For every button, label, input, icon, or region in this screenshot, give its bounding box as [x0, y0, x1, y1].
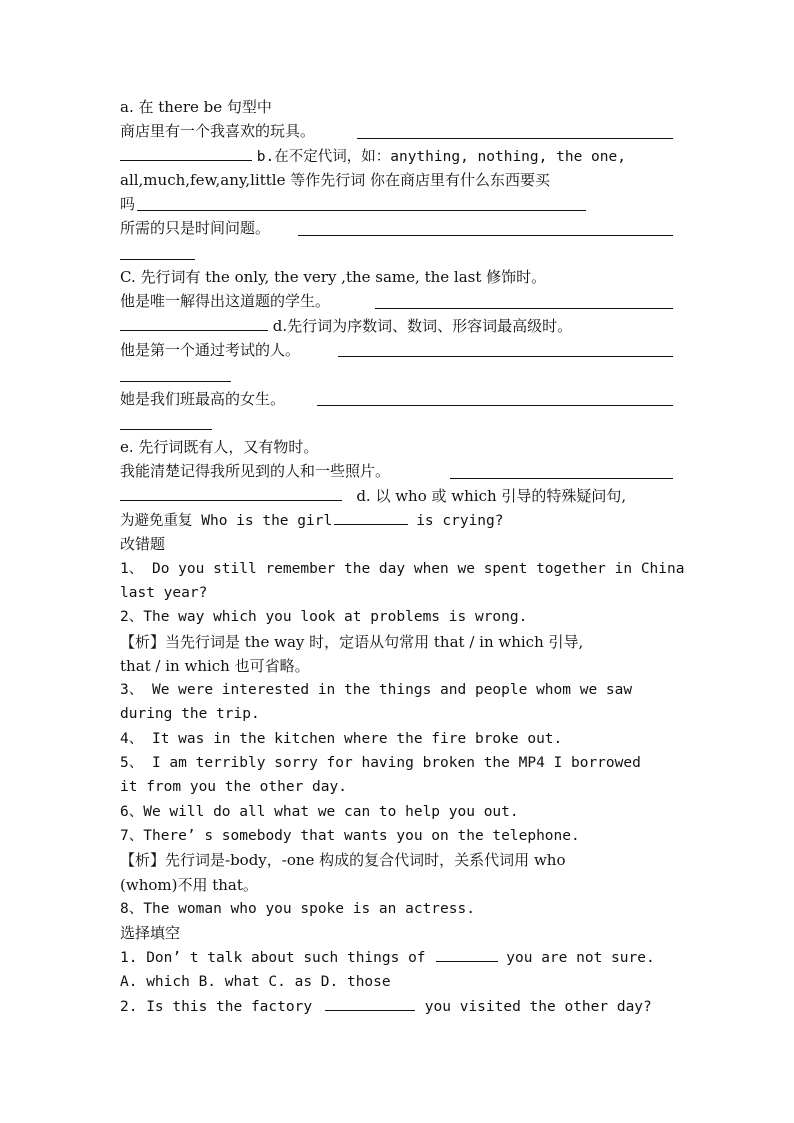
text: 7、There’ s somebody that wants you on the telephone. — [120, 827, 580, 844]
answer-blank[interactable] — [325, 994, 415, 1011]
answer-blank[interactable] — [334, 508, 408, 525]
document-page — [120, 95, 730, 1018]
text: last year? — [120, 584, 208, 601]
mc-question-1 — [120, 945, 730, 969]
text: 【析】当先行词是 the way 时，定语从句常用 that / in which 引导, — [120, 632, 584, 651]
line-c-sentence — [120, 289, 730, 313]
answer-blank[interactable] — [338, 356, 673, 357]
text: A. which B. what C. as D. those — [120, 973, 391, 990]
line-b-sentence — [120, 216, 730, 240]
text: during the trip. — [120, 706, 260, 723]
text: it from you the other day. — [120, 779, 347, 796]
text: 商店里有一个我喜欢的玩具。 — [120, 122, 316, 141]
question-4 — [120, 727, 730, 751]
answer-blank[interactable] — [120, 144, 252, 161]
question-1 — [120, 557, 730, 581]
text: 他是唯一解得出这道题的学生。 — [120, 292, 331, 311]
text: 8、The woman who you spoke is an actress. — [120, 900, 475, 917]
line-e-heading — [120, 435, 730, 459]
question-8 — [120, 897, 730, 921]
mc-question-2 — [120, 994, 730, 1018]
line-b-cont — [120, 168, 730, 192]
answer-blank[interactable] — [120, 484, 342, 501]
line-d-sentence-2 — [120, 387, 730, 411]
question-5-cont — [120, 775, 730, 799]
text: is crying? — [416, 513, 504, 530]
line-a-heading — [120, 95, 730, 119]
answer-blank[interactable] — [120, 314, 268, 331]
text: 为避免重复 Who is the girl — [120, 513, 333, 530]
question-3-cont — [120, 702, 730, 726]
line-e-sentence — [120, 459, 730, 483]
text: 6、We will do all what we can to help you out. — [120, 803, 519, 820]
line-b-heading — [120, 144, 730, 168]
note-1 — [120, 630, 730, 654]
text: 5、 I am terribly sorry for having broken the MP4 I borrowed — [120, 755, 641, 772]
answer-blank[interactable] — [298, 235, 673, 236]
note-2 — [120, 848, 730, 872]
answer-blank[interactable] — [375, 308, 673, 309]
section-heading-error-correction — [120, 532, 730, 556]
line-blank-only — [120, 362, 730, 386]
line-blank-only — [120, 241, 730, 265]
text: (whom)不用 that。 — [120, 875, 258, 894]
answer-blank[interactable] — [436, 945, 498, 962]
line-d-sentence-1 — [120, 338, 730, 362]
answer-blank[interactable] — [357, 138, 673, 139]
line-c-heading — [120, 265, 730, 289]
text: that / in which 也可省略。 — [120, 656, 310, 675]
line-d2-heading — [120, 484, 730, 508]
text: 4、 It was in the kitchen where the fire broke out. — [120, 730, 563, 747]
text: 选择填空 — [120, 924, 181, 943]
answer-blank[interactable] — [120, 381, 231, 382]
note-2-cont — [120, 873, 730, 897]
question-2 — [120, 605, 730, 629]
text: 【析】先行词是-body，-one 构成的复合代词时，关系代词用 who — [120, 851, 566, 870]
text: 3、 We were interested in the things and people whom we saw — [120, 682, 633, 699]
text: d. 以 who 或 which 引导的特殊疑问句, — [356, 486, 627, 505]
text: d.先行词为序数词、数词、形容词最高级时。 — [272, 316, 573, 335]
text: a. 在 there be 句型中 — [120, 98, 272, 116]
question-7 — [120, 824, 730, 848]
question-1-cont — [120, 581, 730, 605]
text: 2. Is this the factory — [120, 998, 313, 1015]
line-d2-example — [120, 508, 730, 532]
line-b-ma — [120, 192, 730, 216]
text: you visited the other day? — [424, 998, 652, 1015]
text: 吗 — [120, 195, 136, 214]
question-6 — [120, 800, 730, 824]
answer-blank[interactable] — [120, 259, 195, 260]
answer-blank[interactable] — [450, 478, 673, 479]
text: 改错题 — [120, 535, 166, 554]
answer-blank[interactable] — [120, 429, 212, 430]
section-heading-multiple-choice — [120, 921, 730, 945]
text: 1. Don’ t talk about such things of — [120, 950, 426, 967]
line-d-heading — [120, 314, 730, 338]
text: 他是第一个通过考试的人。 — [120, 340, 301, 359]
text: e. 先行词既有人，又有物时。 — [120, 438, 319, 457]
answer-blank[interactable] — [137, 210, 586, 211]
text: all,much,few,any,little 等作先行词 你在商店里有什么东西要买 — [120, 170, 550, 189]
text: b.在不定代词，如：anything, nothing, the one, — [256, 148, 626, 165]
question-3 — [120, 678, 730, 702]
text: C. 先行词有 the only, the very ,the same, the last 修饰时。 — [120, 268, 547, 287]
note-1-cont — [120, 654, 730, 678]
text: 她是我们班最高的女生。 — [120, 389, 286, 408]
text: 2、The way which you look at problems is wrong. — [120, 609, 528, 626]
question-5 — [120, 751, 730, 775]
mc-question-1-options — [120, 970, 730, 994]
text: 我能清楚记得我所见到的人和一些照片。 — [120, 462, 391, 481]
line-blank-only — [120, 411, 730, 435]
text: 所需的只是时间问题。 — [120, 219, 271, 238]
text: 1、 Do you still remember the day when we spent together in China — [120, 560, 685, 577]
text: you are not sure. — [506, 950, 655, 967]
answer-blank[interactable] — [317, 405, 673, 406]
line-a-sentence — [120, 119, 730, 143]
